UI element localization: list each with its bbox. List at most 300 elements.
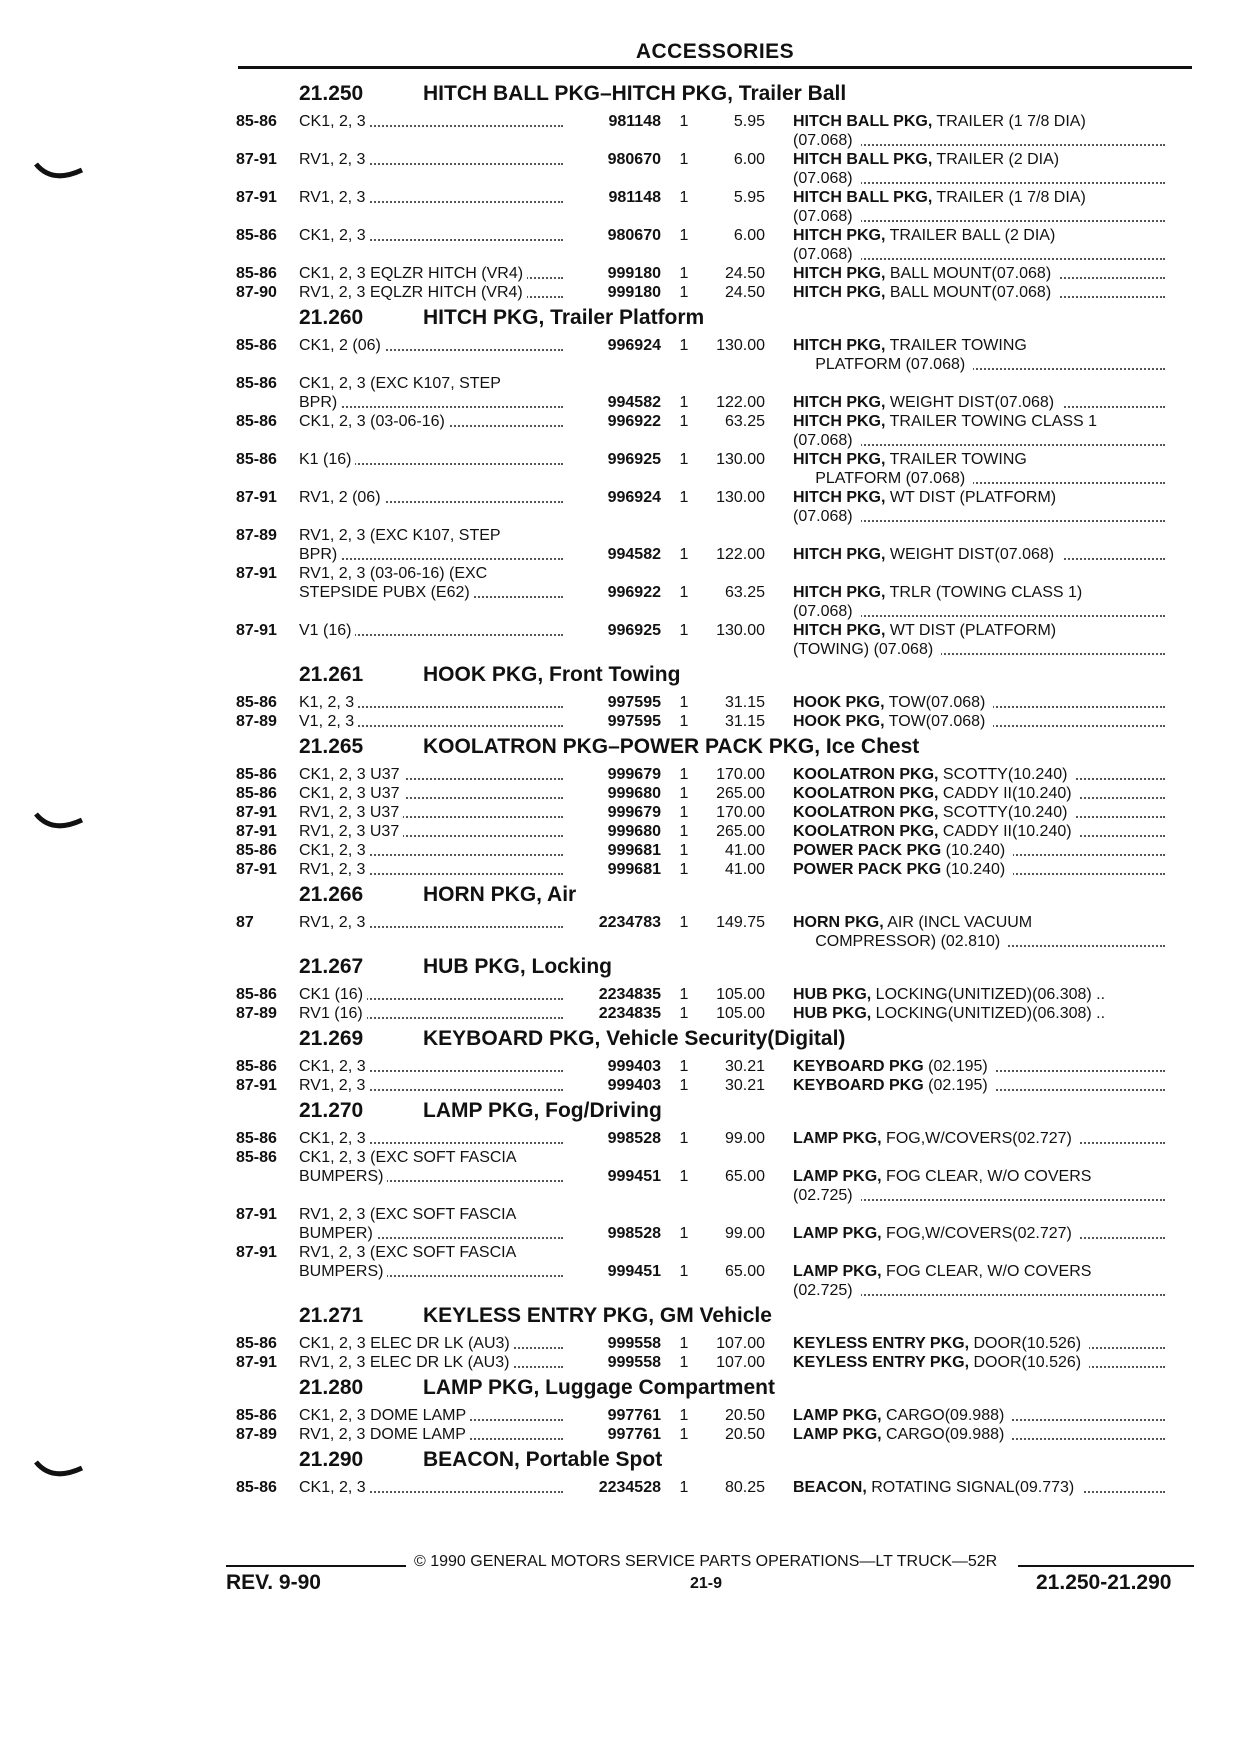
list-price: [701, 374, 793, 412]
description-segment: [793, 766, 1075, 783]
part-row: [236, 1243, 1196, 1300]
description-text: [797, 1244, 801, 1261]
price-text: 265.00: [716, 785, 765, 802]
model-years: 87-89: [236, 1426, 277, 1443]
description-segment: [797, 375, 805, 392]
model-years: 87-91: [236, 823, 277, 840]
quantity-text: 1: [679, 1479, 689, 1496]
quantity-text: 1: [679, 986, 689, 1003]
application: [299, 1057, 579, 1076]
part-row: [236, 1334, 1196, 1353]
description-text: ROTATING SIGNAL(09.773): [867, 1479, 1078, 1496]
part-number-text: 996925: [607, 622, 661, 639]
description-text: FOG,W/COVERS(02.727): [882, 1225, 1076, 1242]
application-line: [299, 1004, 579, 1023]
part-number-text: 980670: [607, 227, 661, 244]
quantity: [667, 450, 701, 469]
quantity-text: 1: [679, 413, 689, 430]
description-segment: [793, 113, 1094, 130]
quantity-text: 1: [679, 842, 689, 859]
application-text: RV1, 2 (06): [299, 488, 385, 507]
application-text: RV1, 2, 3: [299, 860, 369, 879]
description: [793, 621, 1165, 659]
description-text: AIR (INCL VACUUM: [884, 914, 1036, 931]
description: [793, 150, 1165, 188]
description-segment: [793, 1058, 996, 1075]
part-number-text: 2234528: [598, 1479, 661, 1496]
description-segment: [793, 823, 1080, 840]
quantity: [667, 1129, 701, 1148]
application-line: [299, 784, 579, 803]
part-number-text: 998528: [607, 1130, 661, 1147]
part-number-text: 999403: [607, 1077, 661, 1094]
section-title: HITCH PKG, Trailer Platform: [423, 306, 705, 329]
part-row: [236, 1148, 1196, 1205]
description: [793, 188, 1165, 226]
application-text: BPR): [299, 393, 341, 412]
part-number: [579, 283, 667, 302]
list-price: [701, 1243, 793, 1281]
description-text: (07.068): [793, 603, 857, 620]
description-segment: [793, 694, 993, 711]
description-segment: [793, 508, 861, 525]
quantity-text: 1: [679, 189, 689, 206]
description-keyword: HITCH PKG,: [793, 622, 886, 639]
description: [793, 1478, 1165, 1497]
description: [793, 526, 1165, 564]
revision-label: REV. 9-90: [226, 1571, 321, 1594]
price-text: 107.00: [716, 1335, 765, 1352]
application-text: CK1, 2, 3 (03-06-16): [299, 412, 449, 431]
part-row: [236, 283, 1196, 302]
list-price: [701, 712, 793, 731]
description-text: SCOTTY(10.240): [938, 804, 1071, 821]
model-years: 87-91: [236, 1244, 277, 1261]
description-line: [793, 1186, 1165, 1205]
description-text: (07.068): [793, 246, 857, 263]
description: [793, 1129, 1165, 1148]
quantity-text: 1: [679, 1058, 689, 1075]
application-line: [299, 1129, 579, 1148]
part-number: [579, 1004, 667, 1023]
part-row: [236, 374, 1196, 412]
description-line: [793, 1478, 1165, 1497]
section-title: HUB PKG, Locking: [423, 955, 613, 978]
list-price: [701, 283, 793, 302]
description-keyword: KEYBOARD PKG: [793, 1077, 924, 1094]
description-line: [793, 860, 1165, 879]
quantity: [667, 150, 701, 169]
price-text: 63.25: [724, 584, 765, 601]
price-text: 122.00: [716, 546, 765, 563]
description-segment: [793, 603, 861, 620]
application-text: V1, 2, 3: [299, 712, 358, 731]
part-number: [579, 1478, 667, 1497]
part-row: [236, 784, 1196, 803]
part-row: [236, 621, 1196, 659]
quantity: [667, 336, 701, 355]
description-text: TRLR (TOWING CLASS 1): [885, 584, 1086, 601]
description-line: [793, 112, 1165, 131]
description-keyword: POWER PACK PKG: [793, 861, 942, 878]
quantity-text: 1: [679, 451, 689, 468]
description-keyword: LAMP PKG,: [793, 1168, 882, 1185]
description-text: TRAILER BALL (2 DIA): [885, 227, 1059, 244]
application: [299, 1243, 579, 1281]
application: [299, 450, 579, 469]
description-line: [793, 1148, 1165, 1167]
description-segment: [793, 933, 1008, 950]
description-keyword: KOOLATRON PKG,: [793, 785, 939, 802]
description-line: [793, 150, 1165, 169]
part-number: [579, 1243, 667, 1281]
application-text: CK1, 2, 3: [299, 1129, 370, 1148]
application-line: [299, 393, 579, 412]
quantity: [667, 1004, 701, 1023]
part-number: [579, 188, 667, 207]
description-text: FOG,W/COVERS(02.727): [882, 1130, 1076, 1147]
description-text: TOW(07.068): [885, 694, 990, 711]
part-number: [579, 564, 667, 602]
application-text: RV1, 2, 3 (EXC SOFT FASCIA: [299, 1244, 520, 1261]
description-text: WT DIST (PLATFORM): [885, 622, 1060, 639]
description-segment: [793, 208, 861, 225]
part-number: [579, 1425, 667, 1444]
description-keyword: POWER PACK PKG: [793, 842, 942, 859]
application-text: CK1, 2, 3: [299, 1478, 370, 1497]
application: [299, 336, 579, 355]
application-text: CK1, 2, 3: [299, 1057, 370, 1076]
description-segment: [793, 1005, 1113, 1022]
price-text: 5.95: [733, 189, 765, 206]
description-segment: [797, 1244, 805, 1261]
description-text: FOG CLEAR, W/O COVERS: [882, 1168, 1096, 1185]
list-price: [701, 1353, 793, 1372]
list-price: [701, 765, 793, 784]
description-line: [793, 841, 1165, 860]
page-number: 21-9: [690, 1575, 723, 1592]
application-text: RV1, 2, 3 (EXC SOFT FASCIA: [299, 1206, 520, 1223]
part-number-text: 999680: [607, 823, 661, 840]
application: [299, 526, 579, 564]
description: [793, 1243, 1165, 1300]
price-text: 30.21: [724, 1058, 765, 1075]
section-title: HORN PKG, Air: [423, 883, 577, 906]
application-text: CK1, 2, 3 DOME LAMP: [299, 1406, 470, 1425]
description-segment: [793, 1335, 1089, 1352]
description-line: [793, 564, 1165, 583]
model-years: 85-86: [236, 413, 277, 430]
description-line: [793, 621, 1165, 640]
section-number: 21.270: [299, 1099, 364, 1122]
description-segment: [793, 1077, 996, 1094]
part-number: [579, 1334, 667, 1353]
part-number: [579, 264, 667, 283]
application: [299, 1004, 579, 1023]
description-segment: [793, 785, 1080, 802]
list-price: [701, 1406, 793, 1425]
application: [299, 1205, 579, 1243]
description-line: [793, 245, 1165, 264]
list-price: [701, 822, 793, 841]
description-text: (02.725): [793, 1187, 857, 1204]
part-number: [579, 841, 667, 860]
model-years: 87-89: [236, 1005, 277, 1022]
part-number: [579, 803, 667, 822]
description-text: PLATFORM (07.068): [793, 356, 969, 373]
part-row: [236, 564, 1196, 621]
description-segment: [793, 804, 1075, 821]
price-text: 31.15: [724, 694, 765, 711]
part-number-text: 981148: [608, 189, 661, 206]
description: [793, 765, 1165, 784]
application-line: [299, 803, 579, 822]
description-text: TRAILER TOWING: [885, 337, 1030, 354]
description-text: [797, 565, 801, 582]
description-line: [793, 583, 1165, 602]
quantity: [667, 1478, 701, 1497]
section-heading: [236, 659, 1196, 693]
description-text: TRAILER TOWING: [885, 451, 1030, 468]
application: [299, 1076, 579, 1095]
description-keyword: HITCH PKG,: [793, 546, 886, 563]
section-title: BEACON, Portable Spot: [423, 1448, 663, 1471]
list-price: [701, 188, 793, 207]
application: [299, 412, 579, 431]
description-keyword: LAMP PKG,: [793, 1130, 882, 1147]
description-text: TRAILER (1 7/8 DIA): [932, 189, 1090, 206]
price-text: 65.00: [724, 1263, 765, 1280]
part-row: [236, 188, 1196, 226]
description: [793, 450, 1165, 488]
model-years: 87-91: [236, 1077, 277, 1094]
application-line: [299, 264, 579, 283]
quantity-text: 1: [679, 1407, 689, 1424]
quantity: [667, 526, 701, 564]
part-row: [236, 1478, 1196, 1497]
description-segment: [793, 1187, 861, 1204]
description-keyword: KEYLESS ENTRY PKG,: [793, 1335, 970, 1352]
description-keyword: HITCH BALL PKG,: [793, 151, 933, 168]
list-price: [701, 1334, 793, 1353]
description: [793, 860, 1165, 879]
application-line: [299, 283, 579, 302]
price-text: 80.25: [724, 1479, 765, 1496]
application-text: CK1, 2, 3 U37: [299, 765, 404, 784]
application-line: [299, 1076, 579, 1095]
description: [793, 1148, 1165, 1205]
application-line: [299, 1262, 579, 1281]
part-number-text: 994582: [607, 394, 661, 411]
application-text: RV1, 2, 3: [299, 188, 369, 207]
application-line: [299, 488, 579, 507]
section-number: 21.260: [299, 306, 364, 329]
quantity-text: 1: [679, 1077, 689, 1094]
application-text: CK1, 2, 3: [299, 226, 370, 245]
description-text: PLATFORM (07.068): [793, 470, 969, 487]
list-price: [701, 1129, 793, 1148]
model-years: 87-91: [236, 151, 277, 168]
application-text: RV1, 2, 3: [299, 913, 369, 932]
description-text: (10.240): [941, 842, 1009, 859]
part-number: [579, 1076, 667, 1095]
quantity-text: 1: [679, 713, 689, 730]
description-keyword: KOOLATRON PKG,: [793, 823, 939, 840]
description-segment: [793, 546, 1062, 563]
part-number-text: 999451: [607, 1263, 661, 1280]
application: [299, 1478, 579, 1497]
section-title: HITCH BALL PKG–HITCH PKG, Trailer Ball: [423, 82, 847, 105]
price-text: 122.00: [716, 394, 765, 411]
description-keyword: LAMP PKG,: [793, 1225, 882, 1242]
part-number-text: 997595: [607, 713, 661, 730]
section-number: 21.290: [299, 1448, 364, 1471]
description: [793, 822, 1165, 841]
part-number: [579, 336, 667, 355]
price-text: 63.25: [724, 413, 765, 430]
description-line: [793, 1205, 1165, 1224]
price-text: 41.00: [724, 861, 765, 878]
quantity-text: 1: [679, 584, 689, 601]
description-text: (07.068): [793, 132, 857, 149]
part-row: [236, 1057, 1196, 1076]
footer-rule: [1018, 1565, 1194, 1567]
price-text: 6.00: [733, 227, 765, 244]
price-text: 24.50: [724, 265, 765, 282]
application-text: RV1, 2, 3: [299, 150, 369, 169]
quantity: [667, 784, 701, 803]
application-text: K1, 2, 3: [299, 693, 358, 712]
part-number: [579, 822, 667, 841]
description-segment: [793, 1479, 1082, 1496]
description-line: [793, 1353, 1165, 1372]
description-text: (07.068): [793, 208, 857, 225]
part-row: [236, 450, 1196, 488]
application: [299, 374, 579, 412]
section-heading: [236, 879, 1196, 913]
description-segment: [793, 622, 1064, 639]
description-line: [793, 1057, 1165, 1076]
description: [793, 1425, 1165, 1444]
description-line: [793, 131, 1165, 150]
description-line: [793, 822, 1165, 841]
quantity-text: 1: [679, 1426, 689, 1443]
application: [299, 150, 579, 169]
section-heading: [236, 1372, 1196, 1406]
application-text: CK1, 2, 3 U37: [299, 784, 404, 803]
application-text: RV1, 2, 3 ELEC DR LK (AU3): [299, 1353, 513, 1372]
section-number: 21.265: [299, 735, 364, 758]
quantity-text: 1: [679, 1130, 689, 1147]
part-row: [236, 1129, 1196, 1148]
description-segment: [793, 842, 1013, 859]
model-years: 85-86: [236, 1058, 277, 1075]
description-line: [793, 469, 1165, 488]
application-line: [299, 1148, 579, 1167]
section-heading: [236, 78, 1196, 112]
part-number: [579, 1129, 667, 1148]
description-line: [793, 602, 1165, 621]
description: [793, 1057, 1165, 1076]
model-years: 87-91: [236, 565, 277, 582]
list-price: [701, 526, 793, 564]
quantity-text: 1: [679, 546, 689, 563]
list-price: [701, 226, 793, 245]
page-title: ACCESSORIES: [635, 40, 795, 63]
model-years: 85-86: [236, 785, 277, 802]
application-line: [299, 336, 579, 355]
section-number: 21.280: [299, 1376, 364, 1399]
list-price: [701, 985, 793, 1004]
description-line: [793, 264, 1165, 283]
description-keyword: KEYLESS ENTRY PKG,: [793, 1354, 970, 1371]
application-line: [299, 1224, 579, 1243]
application-text: RV1 (16): [299, 1004, 367, 1023]
application-text: RV1, 2, 3: [299, 1076, 369, 1095]
model-years: 87-91: [236, 861, 277, 878]
description-segment: [793, 227, 1063, 244]
application-line: [299, 412, 579, 431]
model-years: 85-86: [236, 1407, 277, 1424]
application-line: [299, 712, 579, 731]
list-price: [701, 1057, 793, 1076]
part-row: [236, 226, 1196, 264]
part-number-text: 996925: [607, 451, 661, 468]
description: [793, 1205, 1165, 1243]
part-number: [579, 226, 667, 245]
price-text: 99.00: [724, 1130, 765, 1147]
description-segment: [797, 1206, 805, 1223]
list-price: [701, 1148, 793, 1186]
section-heading: [236, 731, 1196, 765]
section-heading: [236, 302, 1196, 336]
description-text: LOCKING(UNITIZED)(06.308) ..: [871, 1005, 1109, 1022]
description-text: BALL MOUNT(07.068): [885, 265, 1055, 282]
model-years: 85-86: [236, 1130, 277, 1147]
description-keyword: HOOK PKG,: [793, 694, 885, 711]
quantity: [667, 188, 701, 207]
part-number: [579, 913, 667, 932]
model-years: 85-86: [236, 842, 277, 859]
application-text: CK1, 2, 3 EQLZR HITCH (VR4): [299, 264, 527, 283]
quantity-text: 1: [679, 284, 689, 301]
description-line: [793, 507, 1165, 526]
description: [793, 112, 1165, 150]
list-price: [701, 1205, 793, 1243]
price-text: 65.00: [724, 1168, 765, 1185]
application-line: [299, 1057, 579, 1076]
list-price: [701, 860, 793, 879]
quantity: [667, 985, 701, 1004]
description-text: [797, 1206, 801, 1223]
description-segment: [793, 394, 1062, 411]
model-years: 87-91: [236, 804, 277, 821]
description-text: DOOR(10.526): [969, 1335, 1085, 1352]
part-row: [236, 913, 1196, 951]
quantity-text: 1: [679, 622, 689, 639]
price-text: 107.00: [716, 1354, 765, 1371]
description-text: COMPRESSOR) (02.810): [793, 933, 1004, 950]
model-years: 85-86: [236, 113, 277, 130]
description-keyword: KOOLATRON PKG,: [793, 804, 939, 821]
part-row: [236, 693, 1196, 712]
price-text: 105.00: [716, 1005, 765, 1022]
list-price: [701, 693, 793, 712]
quantity-text: 1: [679, 785, 689, 802]
quantity-text: 1: [679, 227, 689, 244]
part-number-text: 999558: [607, 1354, 661, 1371]
quantity-text: 1: [679, 766, 689, 783]
